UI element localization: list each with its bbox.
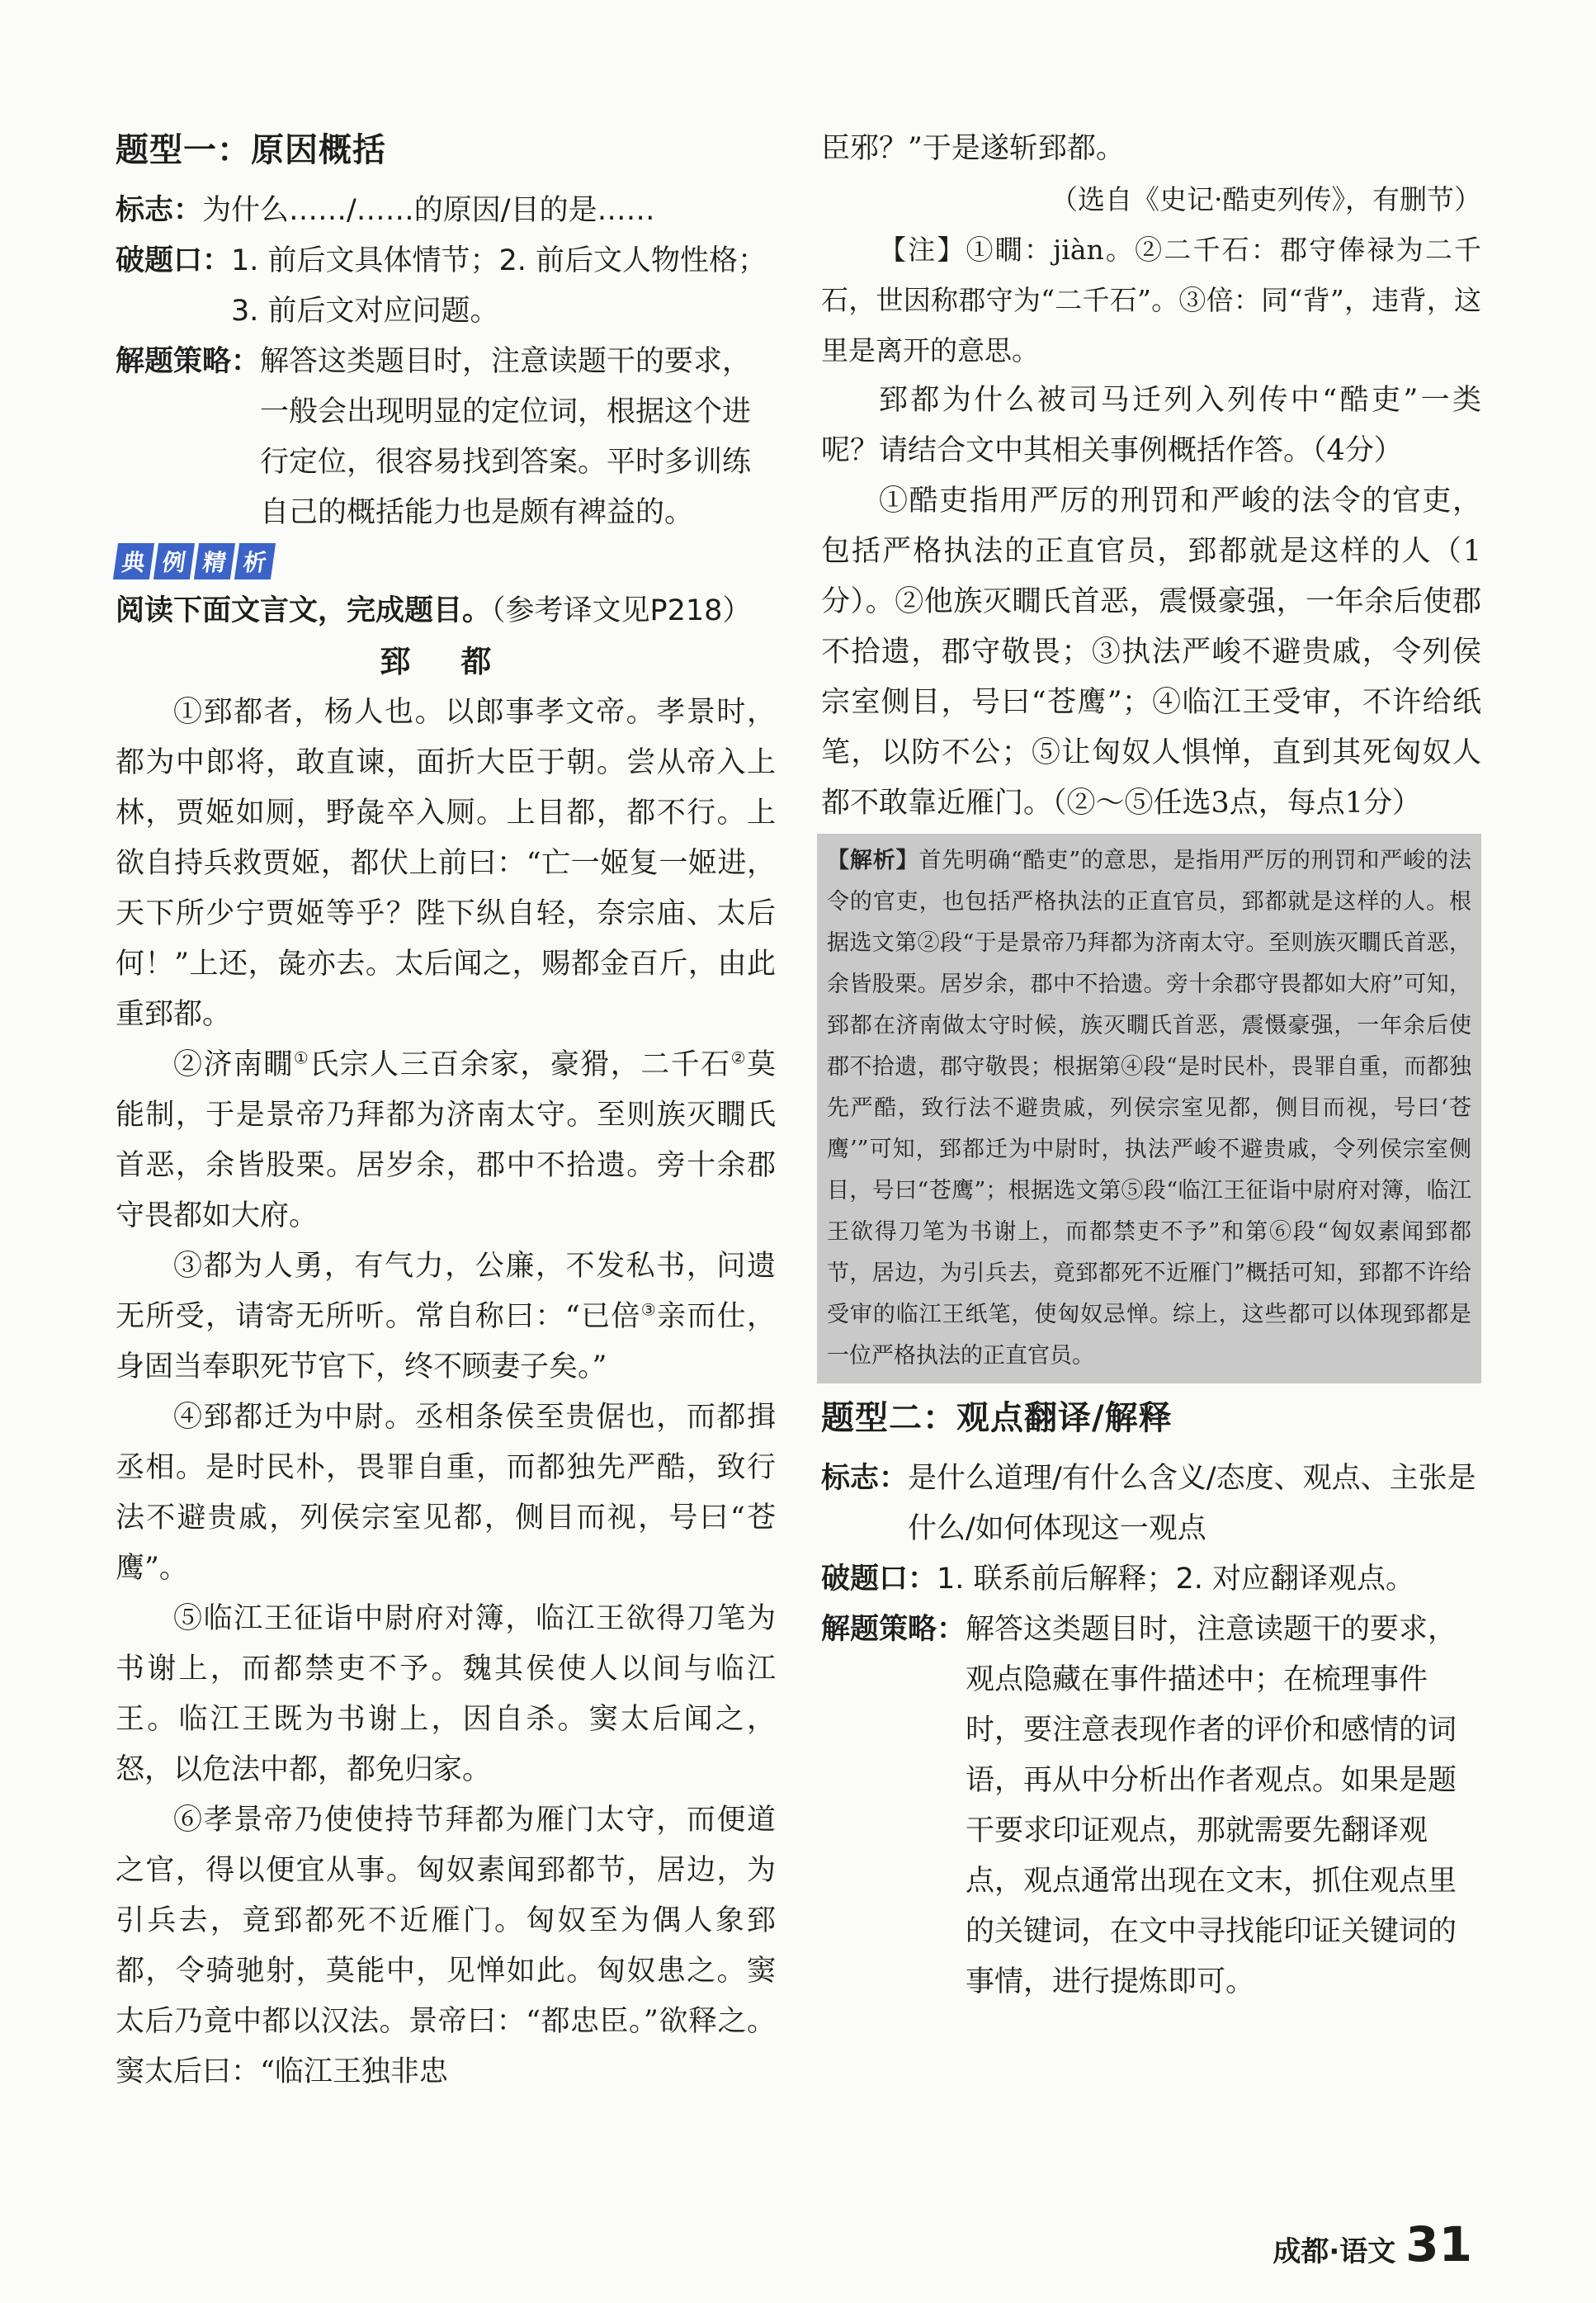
footer-label: 成都·语文: [1273, 2235, 1396, 2268]
analysis-box: 【解析】首先明确“酷吏”的意思，是指用严厉的刑罚和严峻的法令的官吏，也包括严格执法的正直官员，郅都就是这样的人。根据选文第②段“于是景帝乃拜都为济南太守。至则族灭瞯氏首恶，余皆股栗。居岁余，郡中不拾遗。旁十余郡守畏都如大府”可知，郅都在济南做太守时候，族灭瞯氏首恶，震慑豪强，一年余后使郡不拾遗，郡守敬畏；根据第④段“是时民朴，畏罪自重，而都独先严酷，致行法不避贵戚，列侯宗室见都，侧目而视，号曰‘苍鹰’”可知，郅都迁为中尉时，执法严峻不避贵戚，令列侯宗室侧目，号曰“苍鹰”；根据选文第⑤段“临江王征诣中尉府对簿，临江王欲得刀笔为书谢上，而都禁吏不予”和第⑥段“匈奴素闻郅都节，居边，为引兵去，竟郅都死不近雁门”概括可知，郅都不许给受审的临江王纸笔，使匈奴忌惮。综上，这些都可以体现郅都是一位严格执法的正直官员。: [817, 834, 1481, 1383]
page-number: 31: [1405, 2216, 1472, 2272]
instruction: 阅读下面文言文，完成题目。（参考译文见P218）: [116, 594, 752, 627]
passage-paragraph-4: ④郅都迁为中尉。丞相条侯至贵倨也，而都揖丞相。是时民朴，畏罪自重，而都独先严酷，致行法不避贵戚，列侯宗室见都，侧目而视，号曰“苍鹰”。: [116, 1401, 776, 1585]
section1-breakpoint: 破题口： 1. 前后文具体情节；2. 前后文人物性格；3. 前后文对应问题。: [116, 244, 767, 328]
section1-strategy: 解题策略： 解答这类题目时，注意读题干的要求，一般会出现明显的定位词，根据这个进行定位，很容易找到答案。平时多训练自己的概括能力也是颇有裨益的。: [116, 345, 752, 529]
section2-marker: 标志： 是什么道理/有什么含义/态度、观点、主张是什么/如何体现这一观点: [821, 1462, 1476, 1545]
passage-paragraph-3: ③都为人勇，有气力，公廉，不发私书，问遗无所受，请寄无所听。常自称曰：“已倍③亲而仕，身固当奉职死节官下，终不顾妻子矣。”: [116, 1250, 776, 1383]
passage-paragraph-1: ①郅都者，杨人也。以郎事孝文帝。孝景时，都为中郎将，敢直谏，面折大臣于朝。尝从帝入上林，贾姬如厕，野彘卒入厕。上目都，都不行。上欲自持兵救贾姬，都伏上前曰：“亡一姬复一姬进，天下所少宁贾姬等乎？陛下纵自轻，奈宗庙、太后何！”上还，彘亦去。太后闻之，赐都金百斤，由此重郅都。: [116, 696, 776, 1031]
section1-marker: 标志： 为什么……/……的原因/目的是……: [116, 194, 655, 227]
passage-paragraph-2: ②济南瞯①氏宗人三百余家，豪猾，二千石②莫能制，于是景帝乃拜都为济南太守。至则族灭瞯氏首恶，余皆股栗。居岁余，郡中不拾遗。旁十余郡守畏都如大府。: [116, 1047, 776, 1232]
passage-paragraph-6: ⑥孝景帝乃使使持节拜都为雁门太守，而便道之官，得以便宜从事。匈奴素闻郅都节，居边，为引兵去，竟郅都死不近雁门。匈奴至为偶人象郅都，令骑驰射，莫能中，见惮如此。匈奴患之。窦太后乃竟中都以汉法。景帝曰：“都忠臣。”欲释之。窦太后曰：“临江王独非忠: [116, 1804, 776, 2088]
passage-title: 郅 都: [380, 644, 512, 679]
question: 郅都为什么被司马迁列入列传中“酷吏”一类呢？请结合文中其相关事例概括作答。（4分）: [821, 384, 1481, 467]
left-column: [116, 124, 776, 2097]
page-footer: [1273, 2216, 1472, 2272]
answer: ①酷吏指用严厉的刑罚和严峻的法令的官吏，包括严格执法的正直官员，郅都就是这样的人（1分）。②他族灭瞯氏首恶，震慑豪强，一年余后使郡不拾遗，郡守敬畏；③执法严峻不避贵戚，令列侯宗室侧目，号曰“苍鹰”；④临江王受审，不许给纸笔，以防不公；⑤让匈奴人惧惮，直到其死匈奴人都不敢靠近雁门。（②～⑤任选3点，每点1分）: [821, 485, 1481, 820]
right-column: [821, 124, 1481, 2007]
section2-title: 题型二：观点翻译/解释: [821, 1399, 1173, 1437]
passage-paragraph-5: ⑤临江王征诣中尉府对簿，临江王欲得刀笔为书谢上，而都禁吏不予。魏其侯使人以间与临江王。临江王既为书谢上，因自杀。窦太后闻之，怒，以危法中都，都免归家。: [116, 1602, 776, 1786]
annotation-note: 【注】①瞯：jiàn。②二千石：郡守俸禄为二千石，世因称郡守为“二千石”。③倍：同“背”，违背，这里是离开的意思。: [821, 234, 1481, 366]
passage-continuation: 臣邪？”于是遂斩郅都。: [821, 132, 1125, 165]
section2-strategy: 解题策略： 解答这类题目时，注意读题干的要求，观点隐藏在事件描述中；在梳理事件时，要注意表现作者的评价和感情的词语，再从中分析出作者观点。如果是题干要求印证观点，那就需要先翻译观点，观点通常出现在文末，抓住观点里的关键词，在文中寻找能印证关键词的事情，进行提炼即可。: [821, 1613, 1457, 1998]
source-citation: （选自《史记·酷吏列传》，有删节）: [1051, 183, 1481, 215]
section1-title: 题型一：原因概括: [116, 131, 386, 169]
section2-breakpoint: 破题口： 1. 联系前后解释；2. 对应翻译观点。: [821, 1563, 1415, 1596]
example-analysis-badge: 典 例 精 析: [116, 543, 273, 579]
